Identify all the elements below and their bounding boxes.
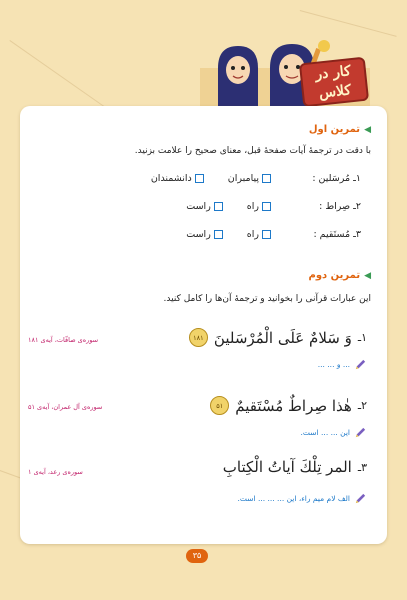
pencil-icon [354,492,367,505]
item-label: ۳ـ مُستَقیم : [313,228,361,240]
answer-text: الف لام میم راء، این ... ... ... است. [237,494,350,503]
answer-line-1[interactable] [318,358,367,371]
verse-reference: سوره‌ی آل عمران، آیه‌ی ۵۱ [28,403,103,411]
exercise1-item-3 [60,226,361,242]
verse-1 [189,328,367,347]
checkbox-icon[interactable] [195,174,204,183]
item-label: ۱ـ مُرسَلین : [312,172,361,184]
exercise-card [20,106,387,544]
verse-number: ۳ـ [357,460,367,474]
page-number: ۳۵ [186,549,208,563]
option-checkbox[interactable] [228,173,271,184]
answer-line-2[interactable] [301,426,367,439]
option-label: راست [186,228,211,240]
option-checkbox[interactable] [186,229,223,240]
exercise2-title-text: تمرین دوم [308,270,361,281]
verse-number: ۲ـ [357,399,367,412]
badge-line1: کار در [314,63,352,83]
verse-reference: سوره‌ی رعد، آیه‌ی ۱ [28,468,83,476]
verse-number: ۱ـ [357,331,367,344]
checkbox-icon[interactable] [262,174,271,183]
verse-2 [210,396,367,415]
exercise1-title-text: تمرین اول [308,124,361,135]
option-checkbox[interactable] [247,229,271,240]
pencil-icon [354,426,367,439]
verse-reference: سوره‌ی صافّات، آیه‌ی ۱۸۱ [28,336,99,344]
item-label: ۲ـ صِراط : [319,200,361,212]
exercise2-instruction: این عبارات قرآنی را بخوانید و ترجمهٔ آن‌ها را کامل کنید. [163,294,371,304]
badge-line2: کلاس [318,82,352,102]
ayah-number-icon: ۱۸۱ [189,328,208,347]
option-label: دانشمندان [150,172,192,184]
exercise2-title [308,270,371,281]
option-checkbox[interactable] [151,173,204,184]
option-checkbox[interactable] [247,201,271,212]
option-label: راه [246,200,259,212]
arrow-icon: ◀ [364,124,371,135]
checkbox-icon[interactable] [262,230,271,239]
exercise1-instruction: با دقت در ترجمهٔ آیات صفحهٔ قبل، معنای صحیح را علامت بزنید. [134,146,371,156]
option-label: راه [246,228,259,240]
verse-text: هٰذا صِراطٌ مُسْتَقیمٌ [235,396,352,415]
option-label: پیامبران [227,172,259,184]
verse-text: وَ سَلامٌ عَلَی الْمُرْسَلینَ [213,328,352,347]
checkbox-icon[interactable] [262,202,271,211]
pencil-icon [354,358,367,371]
option-label: راست [186,200,211,212]
arrow-icon: ◀ [364,270,371,281]
answer-line-3[interactable] [237,492,367,505]
checkbox-icon[interactable] [214,202,223,211]
option-checkbox[interactable] [186,201,223,212]
exercise1-title [309,124,371,135]
exercise1-item-1 [60,170,361,186]
ayah-number-icon: ۵۱ [210,396,229,415]
answer-text: ... و ... ... [317,360,350,369]
verse-3 [223,458,367,476]
verse-text: المر تِلْكَ آیاتُ الْكِتابِ [222,458,352,476]
checkbox-icon[interactable] [214,230,223,239]
class-work-badge [299,57,369,108]
answer-text: این ... ... است. [300,428,350,437]
exercise1-item-2 [60,198,361,214]
